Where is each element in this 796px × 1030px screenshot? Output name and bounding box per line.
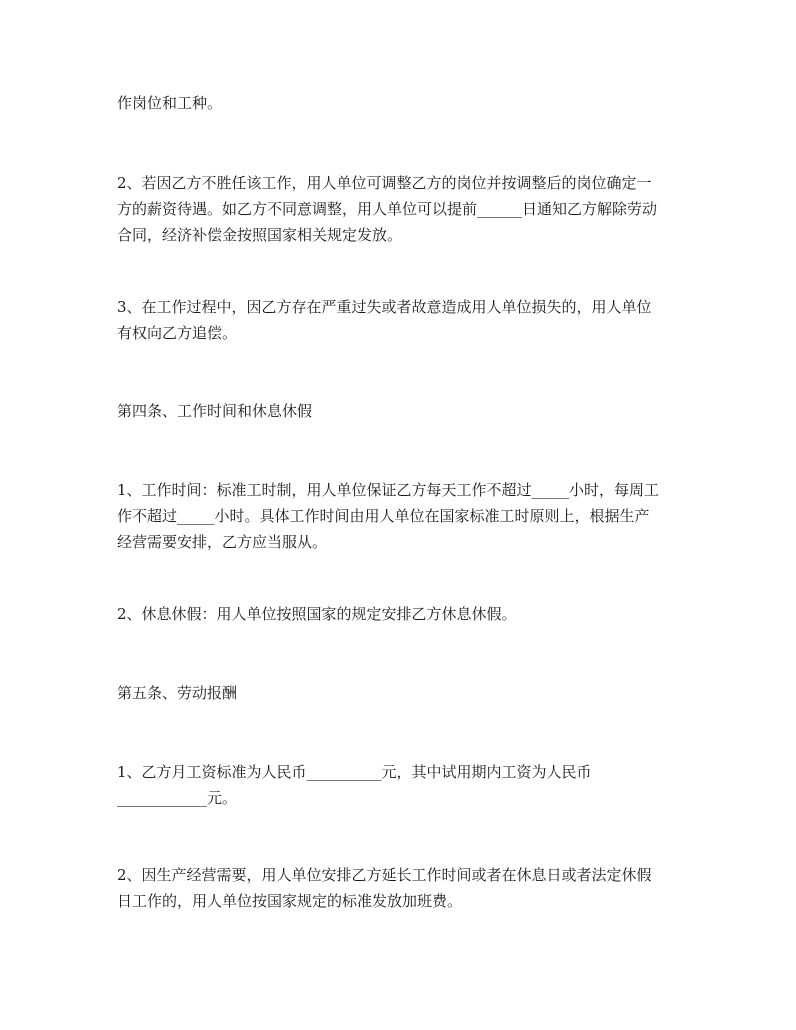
text-line: 2、若因乙方不胜任该工作，用人单位可调整乙方的岗位并按调整后的岗位确定一 [117,174,652,192]
paragraph-overtime-pay [117,862,687,914]
text-line: 2、因生产经营需要，用人单位安排乙方延长工作时间或者在休息日或者法定休假 [117,866,652,884]
heading-text: 第四条、工作时间和休息休假 [117,402,313,420]
text-line: 日工作的，用人单位按国家规定的标准发放加班费。 [117,892,463,910]
text-line: 方的薪资待遇。如乙方不同意调整，用人单位可以提前______日通知乙方解除劳动 [117,200,658,218]
text-line: 1、工作时间：标准工时制，用人单位保证乙方每天工作不超过_____小时，每周工 [117,481,660,499]
text-line: 1、乙方月工资标准为人民币__________元，其中试用期内工资为人民币 [117,763,592,781]
text-line: ____________元。 [117,789,238,807]
paragraph-job-type-end [117,90,687,116]
text-line: 有权向乙方追偿。 [117,324,238,342]
paragraph-compensation-claim [117,294,687,346]
heading-text: 第五条、劳动报酬 [117,684,238,702]
paragraph-rest-leave [117,601,687,627]
paragraph-working-hours [117,477,687,555]
section-heading-article-5 [117,680,687,706]
paragraph-position-adjustment [117,170,687,248]
text-line: 合同，经济补偿金按照国家相关规定发放。 [117,226,403,244]
text-line: 3、在工作过程中，因乙方存在严重过失或者故意造成用人单位损失的，用人单位 [117,298,652,316]
text-line: 2、休息休假：用人单位按照国家的规定安排乙方休息休假。 [117,605,517,623]
paragraph-monthly-salary [117,759,687,811]
text-line: 经营需要安排，乙方应当服从。 [117,533,328,551]
section-heading-article-4 [117,398,687,424]
text-line: 作不超过_____小时。具体工作时间由用人单位在国家标准工时原则上，根据生产 [117,507,650,525]
text-line: 作岗位和工种。 [117,94,223,112]
